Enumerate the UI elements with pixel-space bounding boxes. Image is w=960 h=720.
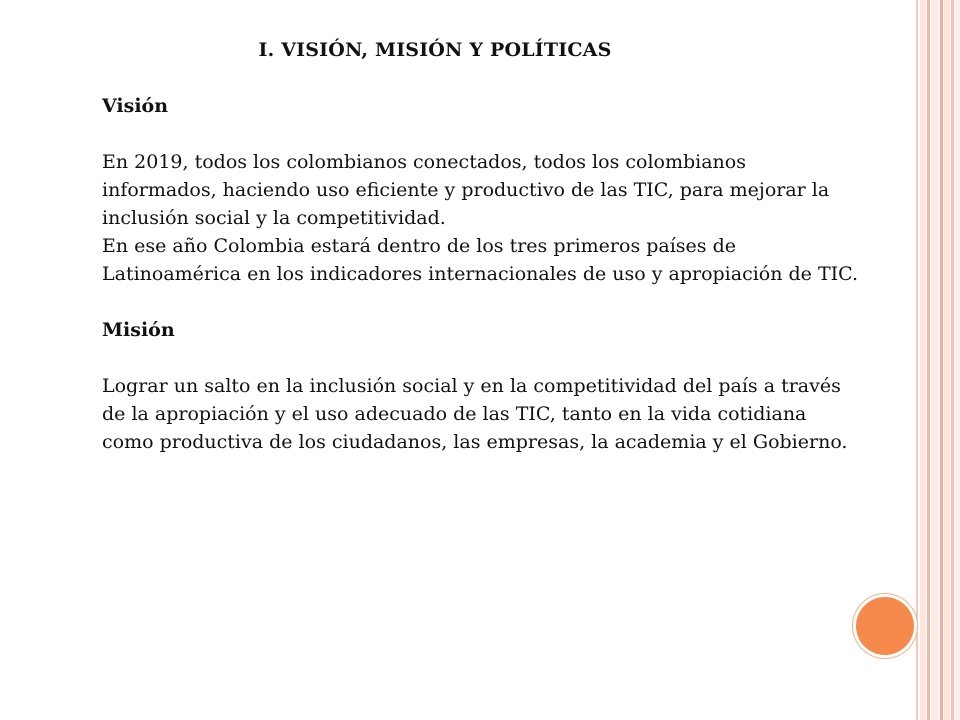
border-stripe <box>955 0 960 720</box>
border-stripe <box>951 0 954 720</box>
vision-paragraph-1: En 2019, todos los colombianos conectados, todos los colombianos informados, haciendo uso eficiente y productivo de las TIC, para mejorar la inclusión social y la competitividad. <box>102 151 830 229</box>
spacer <box>102 120 862 148</box>
decorative-border-stripes <box>916 0 960 720</box>
border-stripe <box>931 0 939 720</box>
vision-paragraph-2: En ese año Colombia estará dentro de los tres primeros países de Latinoamérica en los indicadores internacionales de uso y apropiación de TIC. <box>102 235 859 285</box>
border-stripe <box>940 0 943 720</box>
border-stripe <box>944 0 950 720</box>
slide-title: I. VISIÓN, MISIÓN Y POLÍTICAS <box>258 39 612 61</box>
spacer <box>102 288 862 316</box>
border-stripe <box>927 0 930 720</box>
slide-content <box>102 36 862 456</box>
decorative-circle <box>856 597 914 655</box>
border-stripe <box>916 0 918 720</box>
vision-heading: Visión <box>102 95 169 117</box>
mission-paragraph: Lograr un salto en la inclusión social y en la competitividad del país a través de la apropiación y el uso adecuado de las TIC, tanto en la vida cotidiana como productiva de los ciudadanos, las empresas, la academia y el Gobierno. <box>102 375 848 453</box>
spacer <box>102 64 862 92</box>
border-stripe <box>920 0 926 720</box>
spacer <box>102 344 862 372</box>
mission-heading: Misión <box>102 319 175 341</box>
